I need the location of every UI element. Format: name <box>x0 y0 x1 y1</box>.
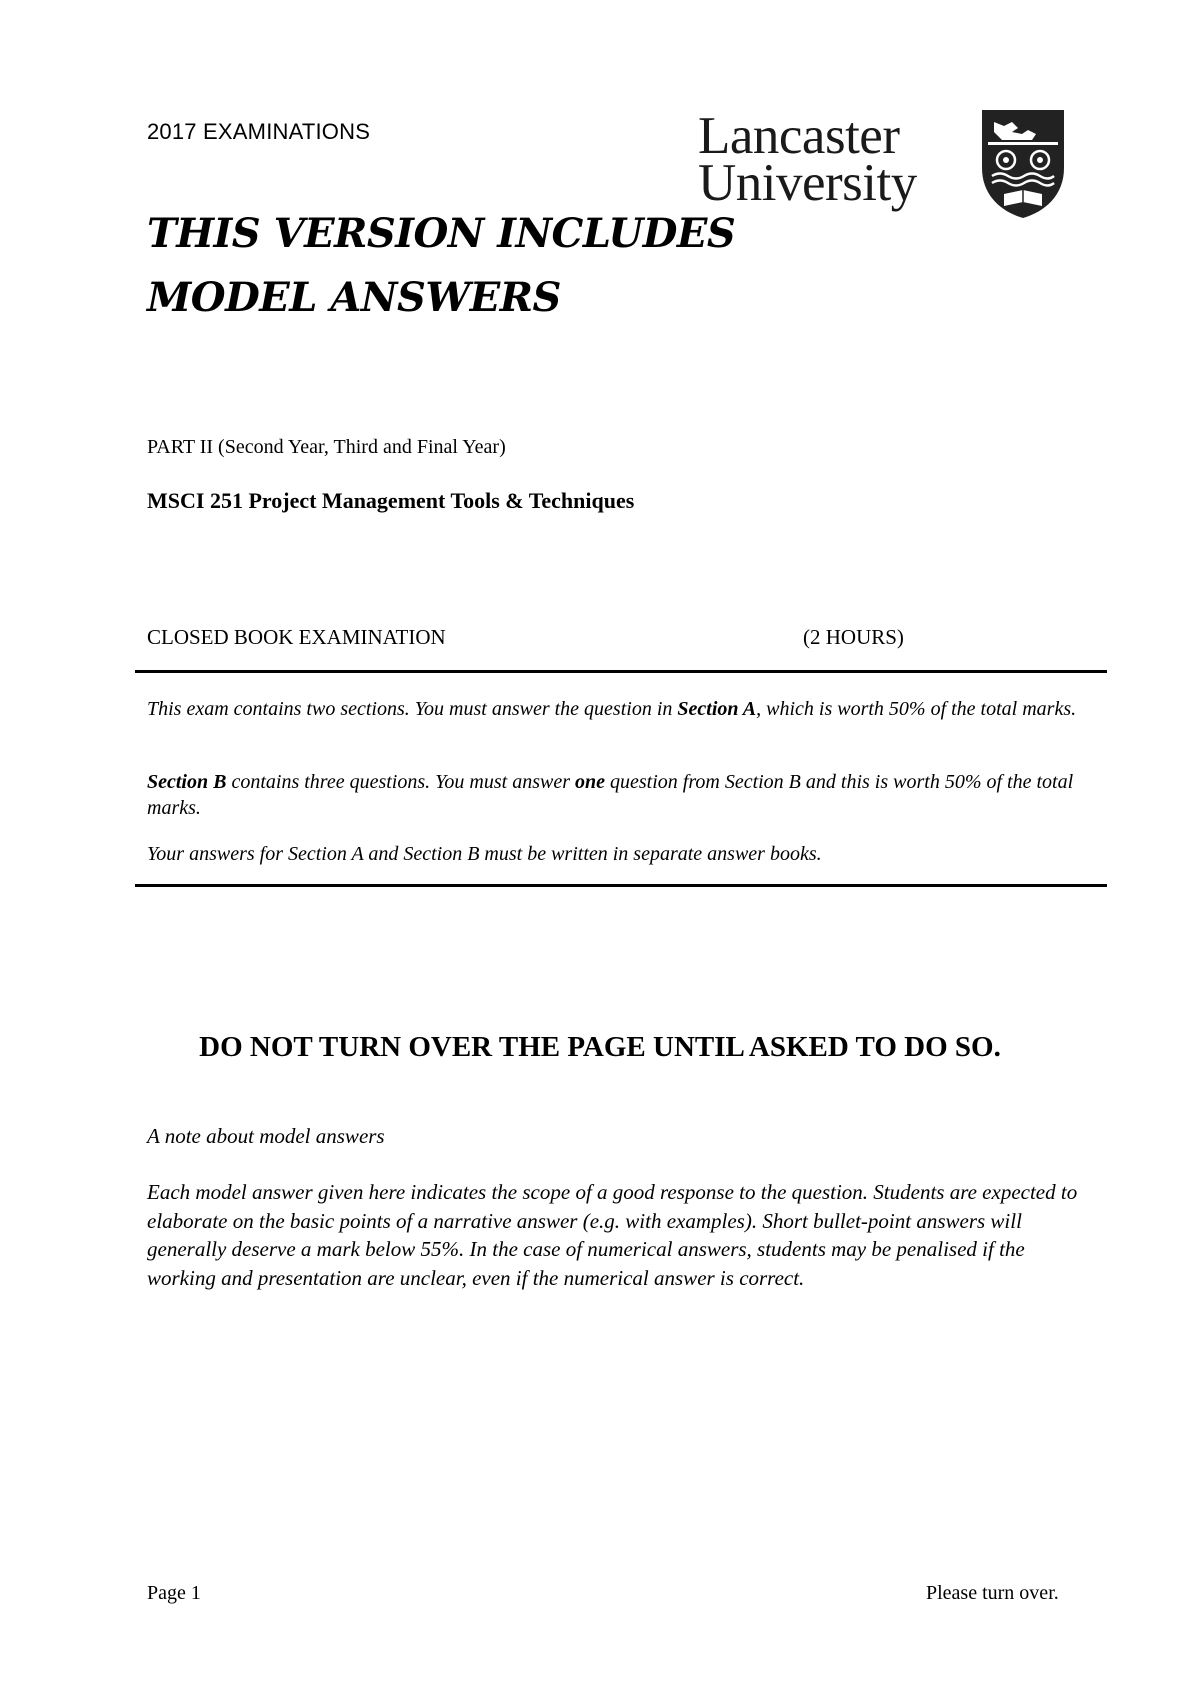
logo-text-university: University <box>698 154 917 212</box>
do-not-turn-warning: DO NOT TURN OVER THE PAGE UNTIL ASKED TO DO SO. <box>199 1031 1001 1063</box>
course-title: MSCI 251 Project Management Tools & Techniques <box>147 488 635 513</box>
exam-year: 2017 EXAMINATIONS <box>147 119 371 144</box>
model-answers-note-body: Each model answer given here indicates the scope of a good response to the question. Students are expected to elaborate on the basic points of a narrative answer (e.g. with examples). Short bullet-point answers will generally deserve a mark below 55%. In the case of numerical answers, students may be penalised if the working and presentation are unclear, even if the numerical answer is correct. <box>147 1180 1078 1290</box>
version-heading-line2: MODEL ANSWERS <box>147 274 561 321</box>
instruction-paragraph-2: Section B contains three questions. You must answer one question from Section B and this is worth 50% of the total marks. <box>147 771 1074 819</box>
logo-text-lancaster: Lancaster <box>698 107 900 165</box>
version-heading-line1: THIS VERSION INCLUDES <box>147 210 736 257</box>
instruction-paragraph-1: This exam contains two sections. You must answer the question in Section A, which is worth 50% of the total marks. <box>147 698 1077 720</box>
exam-duration: (2 HOURS) <box>803 625 904 649</box>
turn-over-note: Please turn over. <box>926 1582 1059 1604</box>
crest-shield-icon <box>980 108 1066 220</box>
model-answers-note-title: A note about model answers <box>147 1124 385 1148</box>
exam-type: CLOSED BOOK EXAMINATION <box>147 625 446 649</box>
university-logo <box>698 108 1068 224</box>
instruction-paragraph-3: Your answers for Section A and Section B must be written in separate answer books. <box>147 843 822 865</box>
top-divider <box>135 670 1107 673</box>
part-label: PART II (Second Year, Third and Final Year) <box>147 436 506 458</box>
bottom-divider <box>135 884 1107 887</box>
page-number: Page 1 <box>147 1582 201 1604</box>
